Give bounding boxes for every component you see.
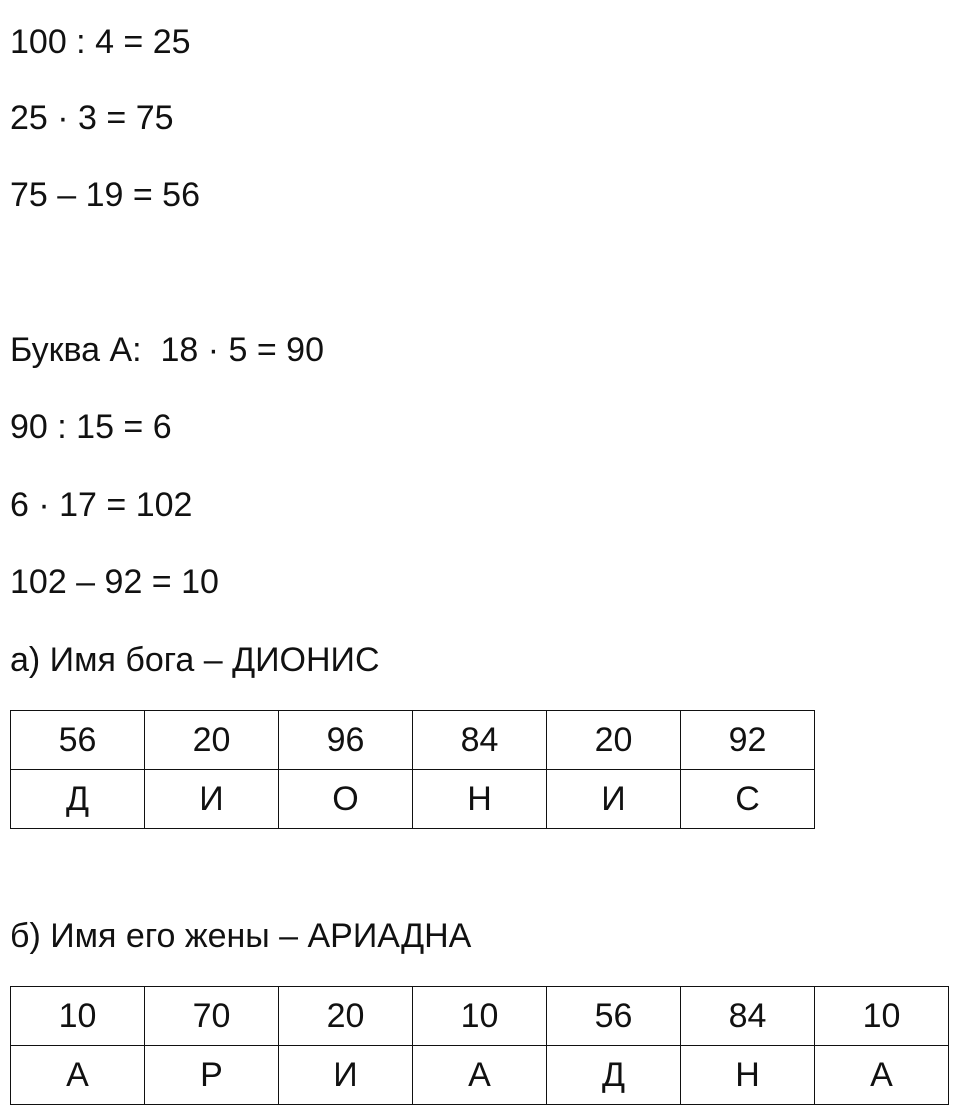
table-cell-number: 84 (413, 711, 547, 770)
wife-name-table (10, 986, 949, 1105)
section-b-heading: б) Имя его жены – АРИАДНА (10, 917, 472, 955)
table-cell-number: 10 (11, 987, 145, 1046)
god-name-table (10, 710, 815, 829)
table-cell-letter: А (815, 1046, 949, 1105)
table-cell-letter: А (11, 1046, 145, 1105)
table-cell-number: 20 (279, 987, 413, 1046)
table-cell-letter: Д (547, 1046, 681, 1105)
calc-line-2: 25 · 3 = 75 (10, 99, 174, 137)
wife-name-numbers-row (11, 987, 949, 1046)
calc-line-6: 6 · 17 = 102 (10, 486, 193, 524)
table-cell-number: 20 (145, 711, 279, 770)
table-cell-letter: И (145, 770, 279, 829)
table-cell-number: 20 (547, 711, 681, 770)
table-cell-number: 92 (681, 711, 815, 770)
calc-line-1: 100 : 4 = 25 (10, 23, 191, 61)
table-cell-letter: Н (413, 770, 547, 829)
calc-line-5: 90 : 15 = 6 (10, 408, 172, 446)
table-cell-letter: О (279, 770, 413, 829)
table-cell-letter: И (547, 770, 681, 829)
calc-line-3: 75 – 19 = 56 (10, 176, 201, 214)
letter-a-calc-line: Буква А: 18 · 5 = 90 (10, 331, 325, 369)
table-cell-number: 56 (11, 711, 145, 770)
table-cell-letter: Р (145, 1046, 279, 1105)
table-cell-letter: А (413, 1046, 547, 1105)
god-name-letters-row (11, 770, 815, 829)
section-a-heading: а) Имя бога – ДИОНИС (10, 641, 380, 679)
god-name-numbers-row (11, 711, 815, 770)
wife-name-letters-row (11, 1046, 949, 1105)
table-cell-letter: Д (11, 770, 145, 829)
table-cell-letter: И (279, 1046, 413, 1105)
table-cell-number: 10 (413, 987, 547, 1046)
calc-line-7: 102 – 92 = 10 (10, 563, 219, 601)
table-cell-letter: С (681, 770, 815, 829)
table-cell-number: 96 (279, 711, 413, 770)
table-cell-number: 10 (815, 987, 949, 1046)
table-cell-number: 70 (145, 987, 279, 1046)
table-cell-letter: Н (681, 1046, 815, 1105)
table-cell-number: 84 (681, 987, 815, 1046)
table-cell-number: 56 (547, 987, 681, 1046)
